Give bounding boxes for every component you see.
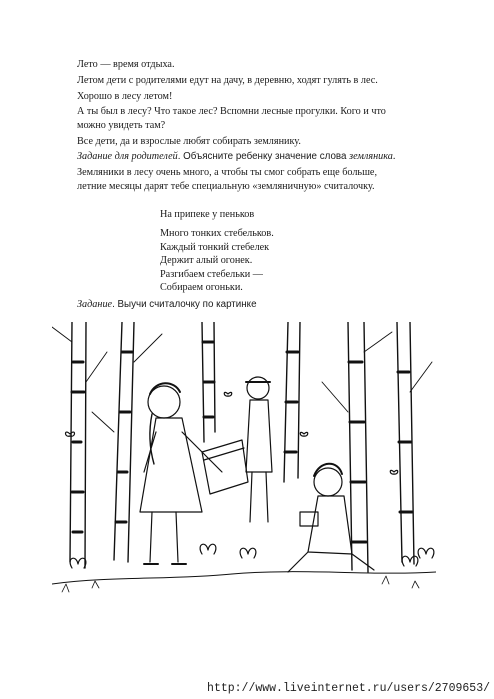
paragraph-5: Все дети, да и взрослые любят собирать землянику. [77, 135, 301, 147]
paragraph-1: Лето — время отдыха. [77, 59, 175, 70]
main-text [77, 58, 397, 195]
parent-task [77, 150, 397, 163]
birch-trees [52, 322, 432, 572]
boy-figure [246, 377, 272, 522]
girl-figure [140, 383, 222, 564]
child-task-text: . Выучи считалочку по картинке [112, 299, 257, 310]
paragraph-4: А ты был в лесу? Что такое лес? Вспомни лесные прогулки. Кого и что можно увидеть там? [77, 106, 386, 131]
forest-illustration [52, 322, 436, 606]
strawberry-plants [70, 544, 434, 568]
child-figure [288, 464, 374, 572]
watermark-url: http://www.liveinternet.ru/users/2709653/ [207, 682, 490, 695]
paragraph-3: Хорошо в лесу летом! [77, 90, 173, 102]
poem-line: Держит алый огонек. [160, 255, 253, 267]
parent-task-text: . Объясните ребенку значение слова [177, 151, 350, 163]
poem-line: Каждый тонкий стебелек [160, 241, 270, 253]
butterflies [66, 392, 398, 474]
poem-line: Много тонких стебельков. [160, 228, 274, 240]
parent-task-word: земляника [349, 151, 393, 163]
parent-task-end: . [392, 151, 396, 163]
child-task-label: Задание [77, 299, 113, 310]
paragraph-2: Летом дети с родителями едут на дачу, в деревню, ходят гулять в лес. [77, 74, 378, 86]
intro-paragraph: Земляники в лесу очень много, а чтобы ты смог собрать еще больше, летние месяцы дарят тебе специальную «земляничную» считалочку. [77, 167, 377, 192]
basket [202, 440, 248, 494]
parent-task-label: Задание для родителей [77, 151, 178, 163]
poem-line: Собираем огоньки. [160, 282, 243, 294]
poem [160, 208, 380, 294]
child-task [77, 298, 397, 311]
ground [52, 572, 436, 592]
poem-title: На припеке у пеньков [160, 209, 255, 220]
poem-line: Разгибаем стебельки — [160, 268, 263, 280]
